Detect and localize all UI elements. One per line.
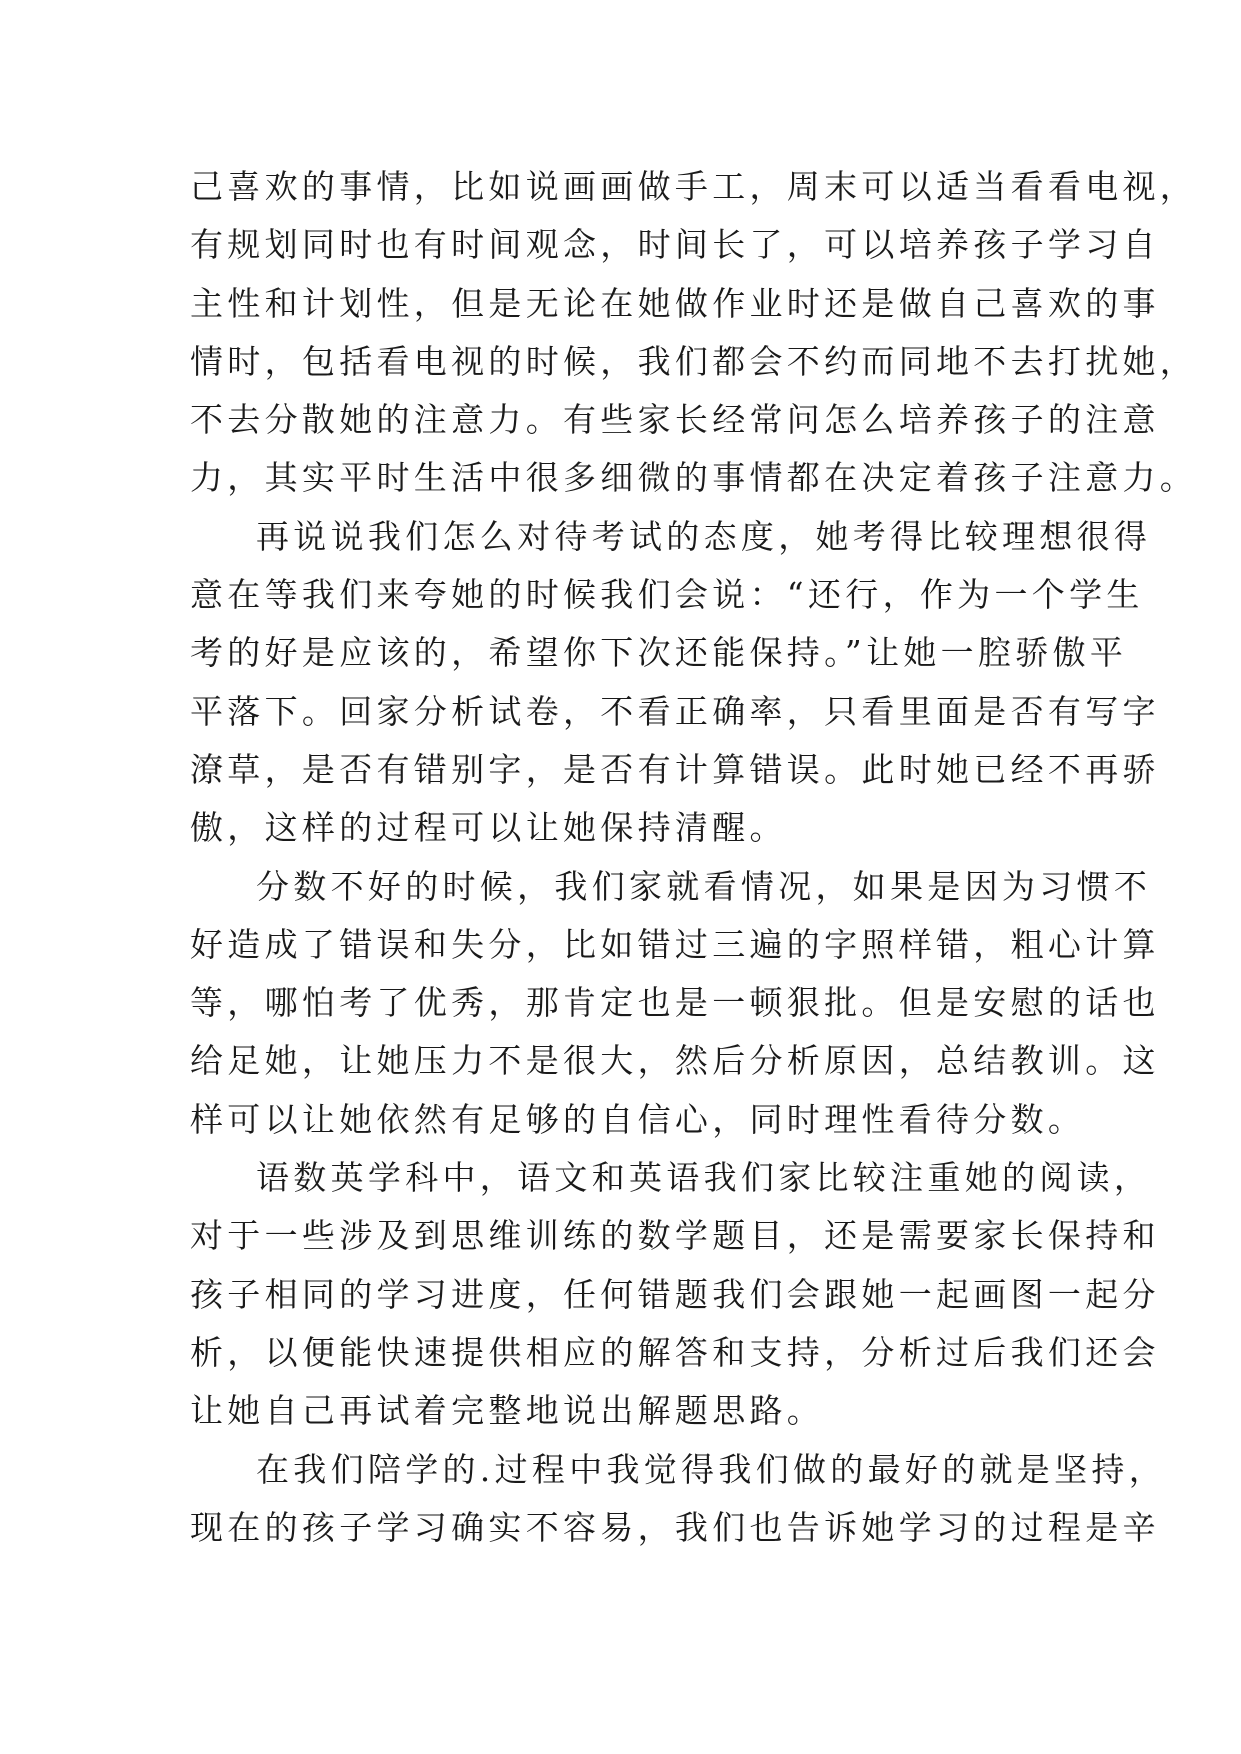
paragraph-first-line: 再说说我们怎么对待考试的态度，她考得比较理想很得 [256, 516, 1152, 556]
text-line: 不去分散她的注意力。有些家长经常问怎么培养孩子的注意 [190, 400, 1160, 440]
text-line: 现在的孩子学习确实不容易，我们也告诉她学习的过程是辛 [190, 1507, 1160, 1547]
text-line: 好造成了错误和失分，比如错过三遍的字照样错，粗心计算 [190, 924, 1160, 964]
paragraph-first-line: 语数英学科中，语文和英语我们家比较注重她的阅读， [256, 1158, 1152, 1198]
text-line: 情时，包括看电视的时候，我们都会不约而同地不去打扰她， [190, 341, 1198, 381]
text-line: 己喜欢的事情，比如说画画做手工，周末可以适当看看电视， [190, 167, 1198, 206]
text-line: 让她自己再试着完整地说出解题思路。 [190, 1391, 825, 1431]
text-line: 析，以便能快速提供相应的解答和支持，分析过后我们还会 [190, 1332, 1160, 1372]
text-line: 潦草，是否有错别字，是否有计算错误。此时她已经不再骄 [190, 749, 1160, 789]
paragraph-first-line: 分数不好的时候，我们家就看情况，如果是因为习惯不 [256, 866, 1152, 906]
document-body [190, 158, 1198, 1557]
text-line: 有规划同时也有时间观念，时间长了，可以培养孩子学习自 [190, 225, 1160, 265]
text-line: 对于一些涉及到思维训练的数学题目，还是需要家长保持和 [190, 1216, 1160, 1256]
text-line: 孩子相同的学习进度，任何错题我们会跟她一起画图一起分 [190, 1274, 1160, 1314]
text-line: 主性和计划性，但是无论在她做作业时还是做自己喜欢的事 [190, 283, 1160, 323]
paragraph-first-line: 在我们陪学的.过程中我觉得我们做的最好的就是坚持， [256, 1449, 1166, 1489]
text-line: 样可以让她依然有足够的自信心，同时理性看待分数。 [190, 1099, 1086, 1139]
text-line: 考的好是应该的，希望你下次还能保持。”让她一腔骄傲平 [190, 633, 1128, 673]
text-line: 平落下。回家分析试卷，不看正确率，只看里面是否有写字 [190, 691, 1160, 731]
text-line: 力，其实平时生活中很多细微的事情都在决定着孩子注意力。 [190, 458, 1198, 498]
text-line: 意在等我们来夸她的时候我们会说：“还行，作为一个学生 [190, 575, 1144, 615]
text-line: 傲，这样的过程可以让她保持清醒。 [190, 808, 787, 848]
text-line: 给足她，让她压力不是很大，然后分析原因，总结教训。这 [190, 1041, 1160, 1081]
text-line: 等，哪怕考了优秀，那肯定也是一顿狠批。但是安慰的话也 [190, 983, 1160, 1023]
